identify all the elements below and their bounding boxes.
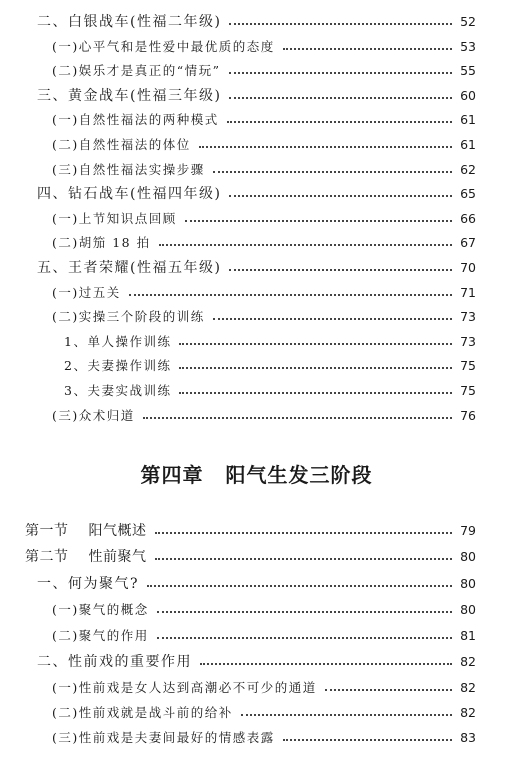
toc-entry-title: (一)聚气的概念 [52, 602, 149, 617]
dot-leader [179, 392, 452, 394]
page-number: 83 [460, 729, 476, 745]
dot-leader [229, 195, 452, 197]
page-number: 53 [460, 38, 476, 54]
toc-entry-title: 五、王者荣耀(性福五年级) [37, 260, 222, 276]
page-number: 80 [460, 548, 476, 564]
dot-leader [227, 121, 452, 123]
dot-leader [229, 23, 452, 25]
page-number: 73 [460, 308, 476, 324]
page-number: 76 [460, 407, 476, 423]
dot-leader [157, 637, 452, 639]
dot-leader [147, 585, 452, 587]
dot-leader [283, 48, 452, 50]
toc-entry-title: 1、单人操作训练 [64, 334, 172, 349]
toc-entry-title: (二)性前戏就是战斗前的给补 [52, 705, 233, 720]
dot-leader [213, 171, 452, 173]
toc-entry[interactable] [0, 158, 513, 180]
toc-entry[interactable] [0, 330, 513, 352]
page-number: 52 [460, 13, 476, 29]
dot-leader [241, 714, 452, 716]
dot-leader [179, 367, 452, 369]
dot-leader [229, 97, 452, 99]
toc-entry-title: 二、白银战车(性福二年级) [37, 14, 222, 30]
toc-entry-title: (二)自然性福法的体位 [52, 137, 191, 152]
toc-entry-title: (二)胡笳 18 拍 [52, 235, 151, 250]
page-number: 75 [460, 357, 476, 373]
toc-entry-title: 一、何为聚气? [37, 576, 140, 592]
toc-entry[interactable] [0, 84, 513, 106]
toc-entry-title: (一)自然性福法的两种模式 [52, 112, 219, 127]
toc-entry[interactable] [0, 305, 513, 327]
dot-leader [325, 689, 452, 691]
page-number: 67 [460, 234, 476, 250]
dot-leader [155, 558, 453, 560]
toc-entry-title: (一)心平气和是性爱中最优质的态度 [52, 39, 275, 54]
page-number: 65 [460, 185, 476, 201]
dot-leader [283, 739, 452, 741]
toc-entry[interactable] [0, 572, 513, 594]
chapter-number: 第四章 [140, 463, 204, 487]
dot-leader [229, 269, 452, 271]
toc-entry-title: (二)实操三个阶段的训练 [52, 309, 205, 324]
page-number: 61 [460, 111, 476, 127]
page-number: 82 [460, 653, 476, 669]
page-number: 62 [460, 161, 476, 177]
dot-leader [229, 72, 452, 74]
toc-entry[interactable] [0, 650, 513, 672]
toc-entry[interactable] [0, 108, 513, 130]
toc-entry[interactable] [0, 182, 513, 204]
section-label: 第一节 [25, 523, 69, 539]
page-number: 81 [460, 627, 476, 643]
page-number: 82 [460, 679, 476, 695]
toc-entry-title: 三、黄金战车(性福三年级) [37, 88, 222, 104]
toc-entry[interactable] [0, 624, 513, 646]
toc-entry-title: 四、钻石战车(性福四年级) [37, 186, 222, 202]
toc-entry[interactable] [0, 10, 513, 32]
dot-leader [200, 663, 452, 665]
toc-entry-title [25, 520, 147, 540]
dot-leader [143, 417, 452, 419]
toc-entry[interactable] [0, 404, 513, 426]
page-number: 80 [460, 575, 476, 591]
toc-entry[interactable] [0, 256, 513, 278]
toc-entry[interactable] [0, 676, 513, 698]
toc-entry[interactable] [0, 726, 513, 748]
toc-entry[interactable] [0, 598, 513, 620]
dot-leader [199, 146, 452, 148]
page-number: 75 [460, 382, 476, 398]
dot-leader [157, 611, 452, 613]
toc-entry-title: 3、夫妻实战训练 [64, 383, 172, 398]
toc-entry[interactable] [0, 207, 513, 229]
page-number: 80 [460, 601, 476, 617]
toc-entry-title: 2、夫妻操作训练 [64, 358, 172, 373]
section-label: 第二节 [25, 549, 69, 565]
toc-entry-title: (二)娱乐才是真正的“情玩” [52, 63, 221, 78]
toc-entry-title: (一)性前戏是女人达到高潮必不可少的通道 [52, 680, 317, 695]
toc-entry-title: 二、性前戏的重要作用 [37, 654, 192, 670]
page-number: 70 [460, 259, 476, 275]
toc-entry[interactable] [0, 379, 513, 401]
chapter-title: 阳气生发三阶段 [225, 463, 373, 487]
toc-entry-title: (三)自然性福法实操步骤 [52, 162, 205, 177]
toc-entry[interactable] [0, 519, 513, 541]
toc-entry-title: (一)上节知识点回顾 [52, 211, 177, 226]
dot-leader [179, 343, 452, 345]
toc-entry-title: (三)性前戏是夫妻间最好的情感表露 [52, 730, 275, 745]
toc-entry-title: (一)过五关 [52, 285, 121, 300]
toc-entry-title: (二)聚气的作用 [52, 628, 149, 643]
dot-leader [159, 244, 452, 246]
page-number: 61 [460, 136, 476, 152]
dot-leader [129, 294, 452, 296]
page-number: 82 [460, 704, 476, 720]
toc-entry[interactable] [0, 133, 513, 155]
page-number: 66 [460, 210, 476, 226]
toc-entry[interactable] [0, 354, 513, 376]
dot-leader [185, 220, 452, 222]
toc-entry[interactable] [0, 35, 513, 57]
toc-entry[interactable] [0, 281, 513, 303]
toc-entry[interactable] [0, 701, 513, 723]
page-number: 71 [460, 284, 476, 300]
page-number: 79 [460, 522, 476, 538]
toc-entry[interactable] [0, 231, 513, 253]
toc-entry-title [25, 546, 147, 566]
toc-entry[interactable] [0, 59, 513, 81]
page-number: 73 [460, 333, 476, 349]
page-number: 55 [460, 62, 476, 78]
section-title: 性前聚气 [88, 549, 147, 565]
section-title: 阳气概述 [88, 523, 147, 539]
toc-entry-title: (三)众术归道 [52, 408, 135, 423]
page-number: 60 [460, 87, 476, 103]
toc-entry[interactable] [0, 545, 513, 567]
dot-leader [213, 318, 452, 320]
chapter-heading [0, 460, 513, 490]
dot-leader [155, 532, 453, 534]
